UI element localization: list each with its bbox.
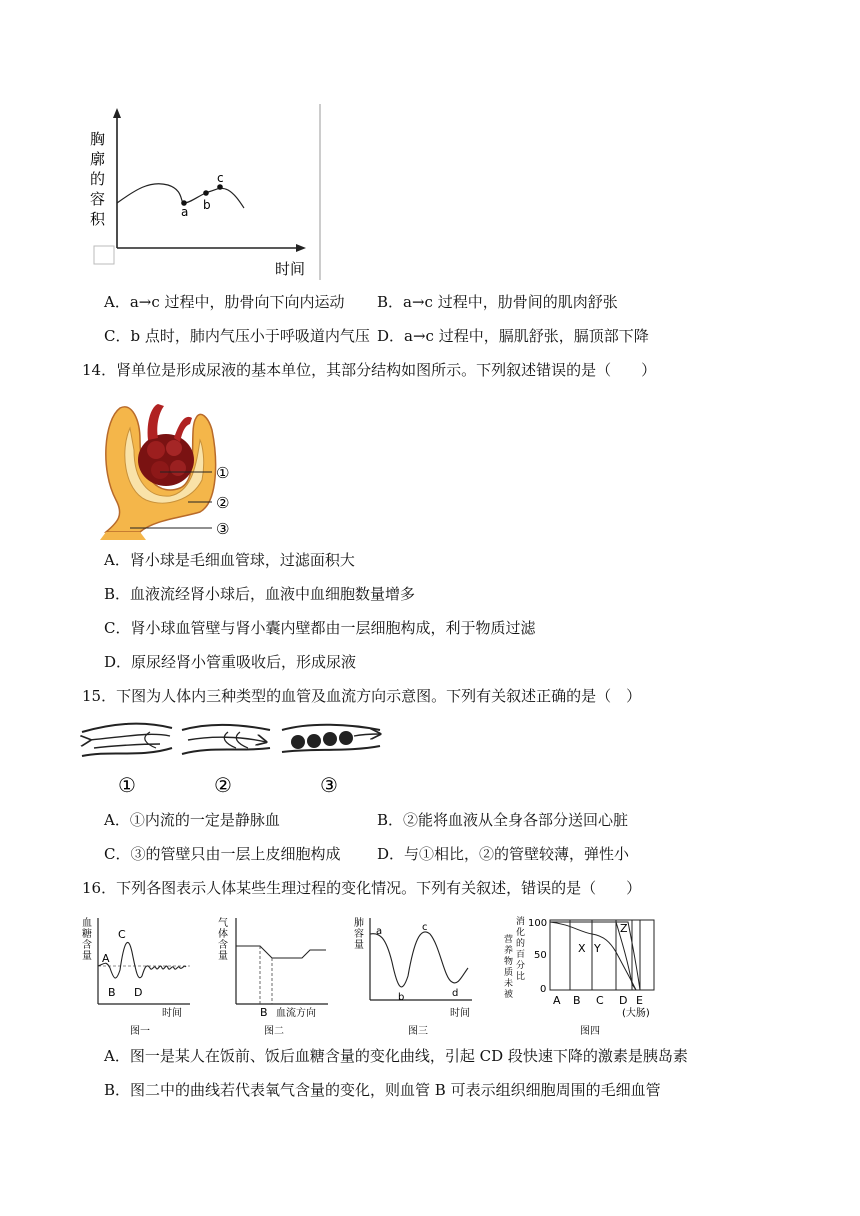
fig3-point-d: d [452, 988, 459, 999]
fig1-ylabel-4: 量 [82, 951, 92, 962]
q15-option-b: B．②能将血液从全身各部分送回心脏 [377, 811, 629, 829]
q14-option-d: D．原尿经肾小管重吸收后，形成尿液 [104, 653, 357, 671]
fig4-curve-x: X [578, 942, 586, 955]
ylabel-char-2: 廓 [90, 150, 106, 168]
fig4-ylabel-5: 分 [516, 961, 526, 971]
fig4-ylabel2-4: 质 [504, 968, 514, 978]
q16-figures [80, 912, 680, 1037]
q16-stem: 16．下列各图表示人体某些生理过程的变化情况。下列有关叙述，错误的是（ ） [82, 879, 642, 897]
q15-option-c: C．③的管壁只由一层上皮细胞构成 [104, 845, 341, 863]
q15-option-a: A．①内流的一定是静脉血 [104, 811, 280, 829]
fig3-point-c: c [422, 922, 428, 933]
nephron-label-2: ② [216, 494, 230, 512]
fig4-caption: 图四 [580, 1026, 600, 1037]
ylabel-char-1: 胸 [90, 130, 106, 148]
fig4-ylabel-3: 的 [516, 939, 526, 949]
fig4-section-c: C [596, 994, 604, 1007]
fig3-ylabel-3: 量 [354, 940, 364, 951]
fig1-ylabel-3: 含 [82, 940, 92, 951]
figure-blood-vessels [80, 718, 390, 798]
q13-option-d: D．a→c 过程中，膈肌舒张，膈顶部下降 [377, 327, 649, 345]
vessel-label-1: ① [118, 773, 136, 797]
fig2-ylabel-2: 体 [218, 929, 228, 940]
vessel-3 [282, 725, 380, 752]
fig3-point-b: b [398, 992, 405, 1003]
fig2-ylabel-1: 气 [218, 918, 228, 929]
fig2-gas-content [218, 917, 328, 1037]
fig3-lung-volume [354, 916, 472, 1037]
fig4-ylabel-6: 比 [516, 972, 526, 982]
fig4-ylabel2-3: 物 [504, 957, 514, 967]
figure-nephron [100, 400, 250, 540]
fig2-ylabel-4: 量 [218, 951, 228, 962]
fig3-ylabel-2: 容 [354, 929, 364, 940]
fig1-xlabel: 时间 [162, 1008, 182, 1019]
ylabel-char-3: 的 [90, 170, 106, 188]
ylabel-char-4: 容 [90, 190, 106, 208]
q14-stem: 14．肾单位是形成尿液的基本单位，其部分结构如图所示。下列叙述错误的是（ ） [82, 361, 657, 379]
vessel-1 [82, 724, 172, 756]
fig3-ylabel-1: 肺 [354, 918, 364, 929]
fig4-large-intestine: (大肠) [622, 1008, 650, 1019]
fig4-ylabel2-5: 未 [504, 979, 514, 989]
vessel-label-2: ② [214, 773, 232, 797]
fig4-ylabel-2: 化 [516, 928, 526, 938]
fig3-point-a: a [376, 926, 383, 937]
fig1-blood-sugar [82, 917, 190, 1037]
fig4-ylabel2-2: 养 [504, 946, 514, 956]
q15-stem: 15．下图为人体内三种类型的血管及血流方向示意图。下列有关叙述正确的是（ ） [82, 687, 642, 705]
ylabel-char-5: 积 [90, 210, 106, 228]
q13-option-c: C．b 点时，肺内气压小于呼吸道内气压 [104, 327, 370, 345]
q13-option-a: A．a→c 过程中，肋骨向下向内运动 [104, 293, 345, 311]
fig1-ylabel-1: 血 [82, 918, 92, 929]
q14-option-b: B．血液流经肾小球后，血液中血细胞数量增多 [104, 585, 416, 603]
q16-option-a: A．图一是某人在饭前、饭后血糖含量的变化曲线，引起 CD 段快速下降的激素是胰岛素 [104, 1047, 688, 1065]
fig1-point-d: D [134, 986, 143, 999]
q14-option-c: C．肾小球血管壁与肾小囊内壁都由一层细胞构成，利于物质过滤 [104, 619, 536, 637]
figure-chest-volume [80, 100, 330, 285]
fig4-digestion [504, 915, 654, 1037]
fig2-caption: 图二 [264, 1026, 284, 1037]
fig4-ylabel2-1: 营 [504, 935, 514, 945]
q16-option-b: B．图二中的曲线若代表氧气含量的变化，则血管 B 可表示组织细胞周围的毛细血管 [104, 1081, 661, 1099]
fig2-xlabel: 血流方向 [276, 1008, 316, 1019]
fig2-point-b: B [260, 1006, 268, 1019]
nephron-label-3: ③ [216, 520, 230, 538]
fig4-section-a: A [553, 994, 561, 1007]
fig1-point-c: C [118, 928, 126, 941]
chest-volume-chart [80, 100, 330, 285]
fig1-ylabel-2: 糖 [82, 929, 92, 940]
point-a: a [181, 205, 189, 219]
figure-group-16 [80, 912, 680, 1037]
fig4-tick-100: 100 [528, 918, 548, 929]
vessel-2 [182, 725, 270, 754]
q14-option-a: A．肾小球是毛细血管球，过滤面积大 [104, 551, 355, 569]
fig4-ylabel2-6: 被 [504, 990, 514, 1000]
fig4-curve-y: Y [594, 942, 601, 955]
fig1-point-a: A [102, 952, 110, 965]
fig1-point-b: B [108, 986, 116, 999]
fig4-tick-50: 50 [534, 950, 547, 961]
xlabel-time: 时间 [275, 260, 306, 278]
fig4-ylabel-1: 消 [516, 917, 526, 927]
q15-option-d: D．与①相比，②的管壁较薄，弹性小 [377, 845, 630, 863]
fig4-ylabel-4: 百 [516, 950, 526, 960]
fig4-section-e: E [636, 994, 643, 1007]
point-b: b [203, 198, 211, 212]
nephron-illustration [100, 400, 250, 540]
nephron-label-1: ① [216, 464, 230, 482]
q13-option-b: B．a→c 过程中，肋骨间的肌肉舒张 [377, 293, 618, 311]
fig4-curve-z: Z [620, 922, 628, 935]
vessel-label-3: ③ [320, 773, 338, 797]
fig4-section-d: D [619, 994, 628, 1007]
point-c: c [217, 171, 224, 185]
fig1-caption: 图一 [130, 1026, 150, 1037]
fig4-section-b: B [573, 994, 581, 1007]
fig3-xlabel: 时间 [450, 1008, 470, 1019]
fig4-tick-0: 0 [540, 984, 547, 995]
fig2-ylabel-3: 含 [218, 940, 228, 951]
blood-vessels-illustration [80, 718, 390, 798]
fig3-caption: 图三 [408, 1026, 428, 1037]
